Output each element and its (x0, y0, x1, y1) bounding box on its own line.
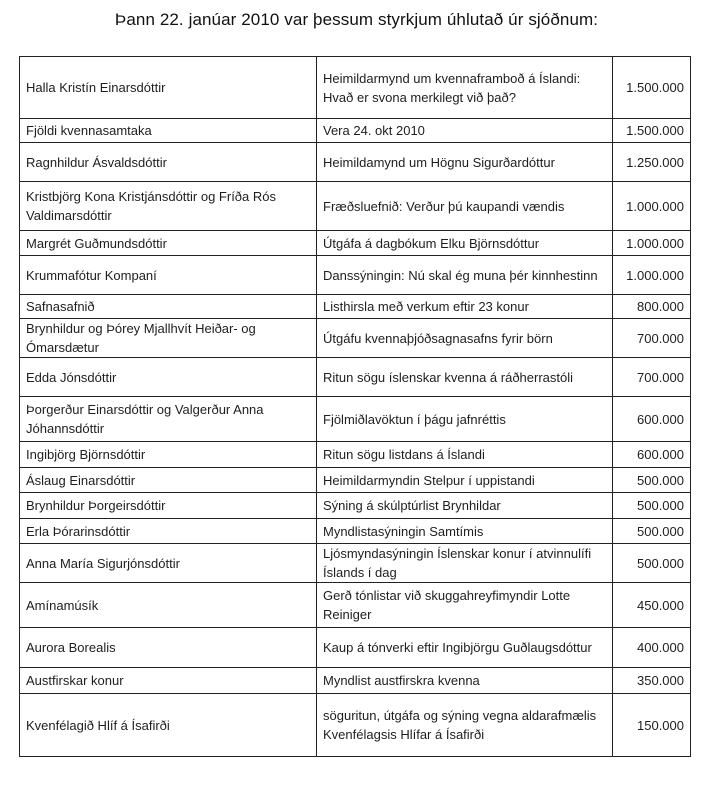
table-row (20, 231, 691, 256)
amount-cell: 1.500.000 (613, 119, 691, 143)
project-cell: Danssýningin: Nú skal ég muna þér kinnhestinn (317, 256, 613, 295)
table-row (20, 519, 691, 544)
table-row (20, 628, 691, 668)
table-row (20, 358, 691, 397)
table-row (20, 442, 691, 468)
project-cell: Myndlistasýningin Samtímis (317, 519, 613, 544)
table-row (20, 493, 691, 519)
project-cell: Útgáfu kvennaþjóðsagnasafns fyrir börn (317, 319, 613, 358)
recipient-cell: Anna María Sigurjónsdóttir (20, 544, 317, 583)
table-row (20, 583, 691, 628)
project-cell: Fjölmiðlavöktun í þágu jafnréttis (317, 397, 613, 442)
amount-cell: 500.000 (613, 468, 691, 493)
recipient-cell: Edda Jónsdóttir (20, 358, 317, 397)
project-cell: Fræðsluefnið: Verður þú kaupandi vændis (317, 182, 613, 231)
recipient-cell: Margrét Guðmundsdóttir (20, 231, 317, 256)
table-row (20, 256, 691, 295)
project-cell: Útgáfa á dagbókum Elku Björnsdóttur (317, 231, 613, 256)
recipient-cell: Áslaug Einarsdóttir (20, 468, 317, 493)
amount-cell: 1.250.000 (613, 143, 691, 182)
project-cell: Listhirsla með verkum eftir 23 konur (317, 295, 613, 319)
grants-table-body (20, 57, 691, 757)
recipient-cell: Aurora Borealis (20, 628, 317, 668)
table-row (20, 143, 691, 182)
recipient-cell: Amínamúsík (20, 583, 317, 628)
amount-cell: 1.000.000 (613, 256, 691, 295)
table-row (20, 182, 691, 231)
project-cell: Gerð tónlistar við skuggahreyfimyndir Lotte Reiniger (317, 583, 613, 628)
amount-cell: 1.000.000 (613, 182, 691, 231)
recipient-cell: Brynhildur Þorgeirsdóttir (20, 493, 317, 519)
table-row (20, 694, 691, 757)
recipient-cell: Fjöldi kvennasamtaka (20, 119, 317, 143)
amount-cell: 500.000 (613, 493, 691, 519)
amount-cell: 150.000 (613, 694, 691, 757)
amount-cell: 1.000.000 (613, 231, 691, 256)
table-row (20, 119, 691, 143)
project-cell: Kaup á tónverki eftir Ingibjörgu Guðlaugsdóttur (317, 628, 613, 668)
recipient-cell: Brynhildur og Þórey Mjallhvít Heiðar- og Ómarsdætur (20, 319, 317, 358)
amount-cell: 500.000 (613, 519, 691, 544)
recipient-cell: Krummafótur Kompaní (20, 256, 317, 295)
recipient-cell: Kristbjörg Kona Kristjánsdóttir og Fríða Rós Valdimarsdóttir (20, 182, 317, 231)
amount-cell: 350.000 (613, 668, 691, 694)
recipient-cell: Þorgerður Einarsdóttir og Valgerður Anna Jóhannsdóttir (20, 397, 317, 442)
amount-cell: 700.000 (613, 319, 691, 358)
amount-cell: 400.000 (613, 628, 691, 668)
project-cell: Heimildamynd um Högnu Sigurðardóttur (317, 143, 613, 182)
table-row (20, 397, 691, 442)
recipient-cell: Halla Kristín Einarsdóttir (20, 57, 317, 119)
project-cell: Ljósmyndasýningin Íslenskar konur í atvinnulífi Íslands í dag (317, 544, 613, 583)
table-row (20, 319, 691, 358)
project-cell: Heimildarmyndin Stelpur í uppistandi (317, 468, 613, 493)
project-cell: söguritun, útgáfa og sýning vegna aldarafmælis Kvenfélagsis Hlífar á Ísafirði (317, 694, 613, 757)
amount-cell: 700.000 (613, 358, 691, 397)
table-row (20, 468, 691, 493)
recipient-cell: Safnasafnið (20, 295, 317, 319)
table-row (20, 295, 691, 319)
amount-cell: 600.000 (613, 442, 691, 468)
project-cell: Vera 24. okt 2010 (317, 119, 613, 143)
project-cell: Ritun sögu listdans á Íslandi (317, 442, 613, 468)
project-cell: Sýning á skúlptúrlist Brynhildar (317, 493, 613, 519)
project-cell: Myndlist austfirskra kvenna (317, 668, 613, 694)
amount-cell: 800.000 (613, 295, 691, 319)
page-title: Þann 22. janúar 2010 var þessum styrkjum úhlutað úr sjóðnum: (114, 10, 599, 29)
amount-cell: 500.000 (613, 544, 691, 583)
project-cell: Ritun sögu íslenskar kvenna á ráðherrastóli (317, 358, 613, 397)
table-row (20, 57, 691, 119)
table-row (20, 544, 691, 583)
project-cell: Heimildarmynd um kvennaframboð á Íslandi: Hvað er svona merkilegt við það? (317, 57, 613, 119)
grants-table (19, 56, 691, 757)
amount-cell: 600.000 (613, 397, 691, 442)
recipient-cell: Kvenfélagið Hlíf á Ísafirði (20, 694, 317, 757)
recipient-cell: Erla Þórarinsdóttir (20, 519, 317, 544)
amount-cell: 450.000 (613, 583, 691, 628)
recipient-cell: Ingibjörg Björnsdóttir (20, 442, 317, 468)
recipient-cell: Ragnhildur Ásvaldsdóttir (20, 143, 317, 182)
amount-cell: 1.500.000 (613, 57, 691, 119)
table-row (20, 668, 691, 694)
recipient-cell: Austfirskar konur (20, 668, 317, 694)
